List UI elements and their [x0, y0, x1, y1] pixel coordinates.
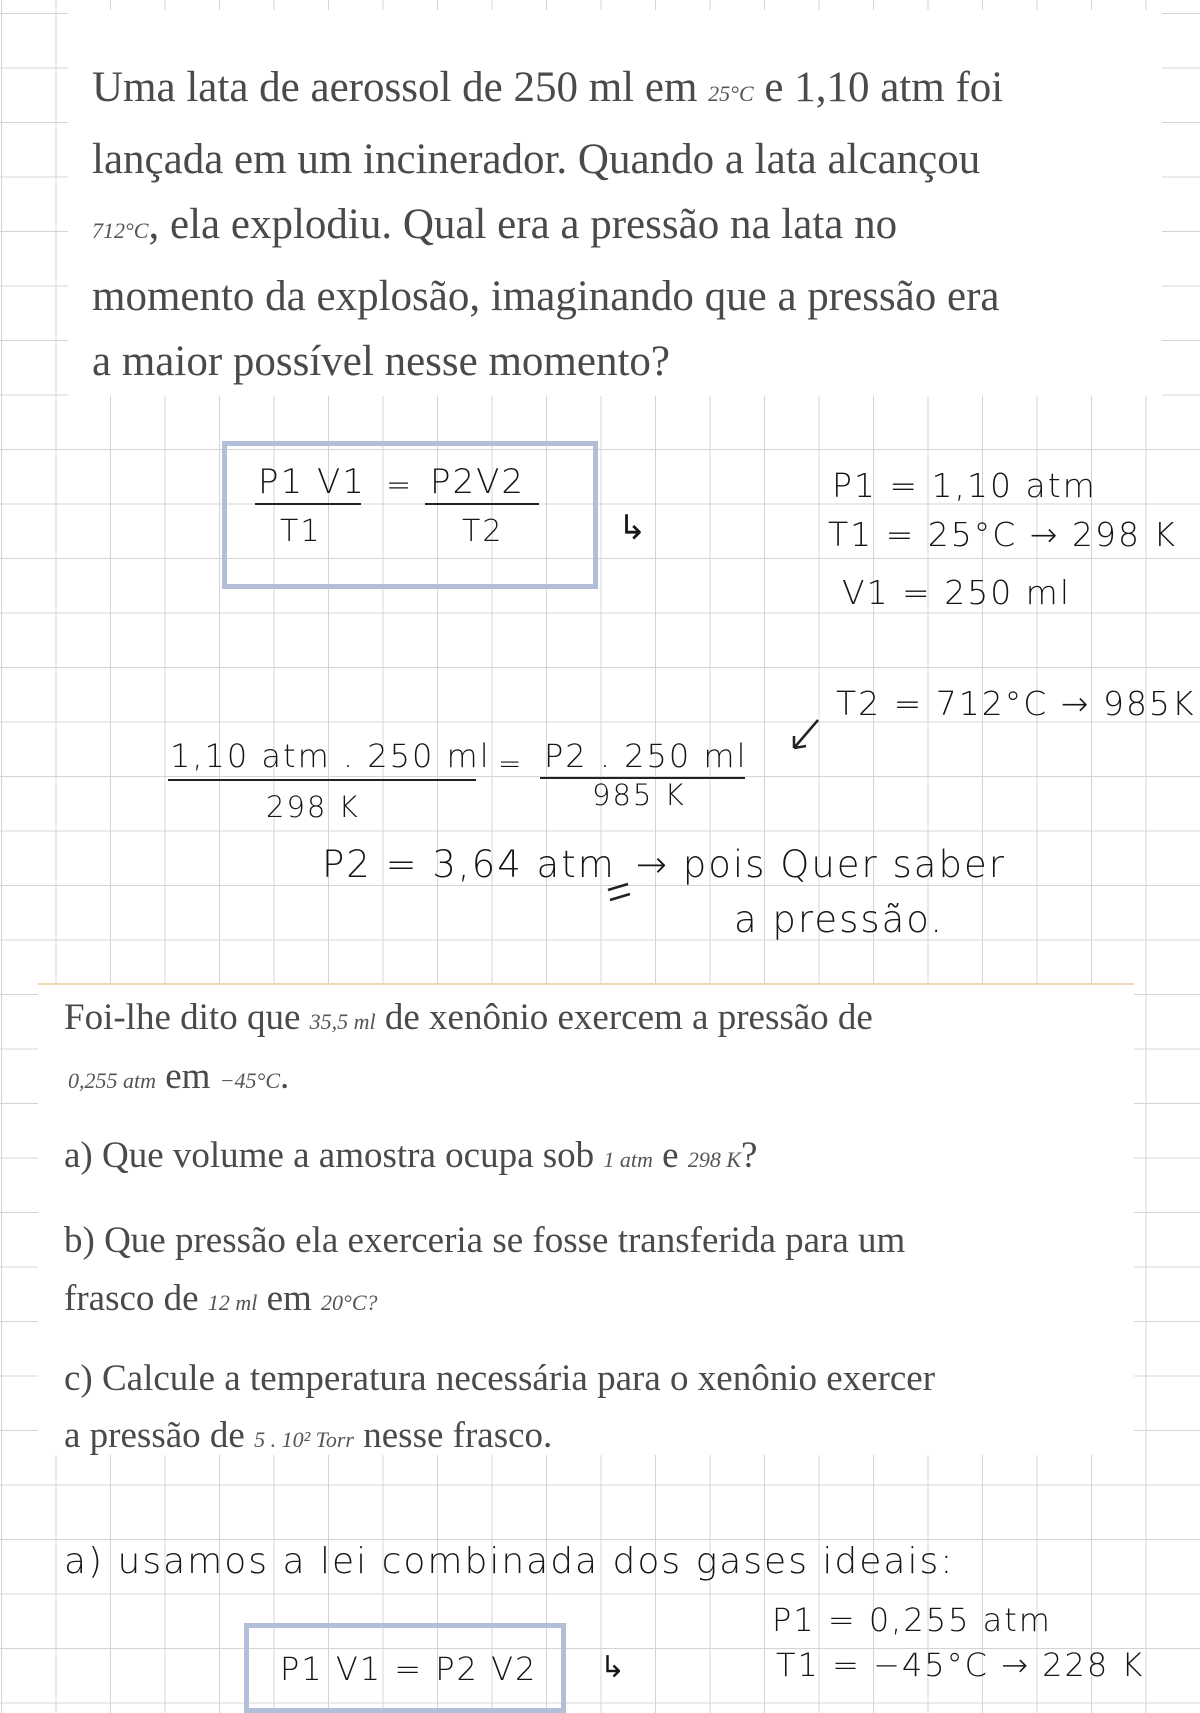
result-p2: P2 = 3,64 atm [322, 843, 616, 886]
arrow-icon: ↳ [618, 508, 649, 548]
q2c-pressure: 5 . 10² Torr [254, 1427, 354, 1452]
q2a-text: a) Que volume a amostra ocupa sob [64, 1135, 604, 1176]
calc-denominator-right: 985 K [592, 778, 686, 812]
q2-intro-a: Foi-lhe dito que [64, 997, 310, 1038]
calc-numerator-right: P2 . 250 ml [544, 737, 748, 775]
q2b-volume: 12 ml [207, 1290, 258, 1315]
q2a-q: ? [741, 1135, 758, 1176]
given-v1: V1 = 250 ml [842, 573, 1071, 612]
arrow-icon: ↳ [600, 1650, 628, 1685]
pointer-arrow-icon [788, 716, 828, 756]
q2c-text2: a pressão de [64, 1415, 255, 1456]
given2-p1: P1 = 0,255 atm [772, 1601, 1052, 1639]
q2b-temp: 20°C? [321, 1290, 378, 1315]
q2-pressure: 0,255 atm [68, 1068, 156, 1093]
formula-t2: T2 [462, 514, 504, 549]
q2a-temp: 298 K [687, 1147, 742, 1172]
q1-line2: lançada em um incinerador. Quando a lata alcançou [92, 135, 981, 183]
question-1-text [92, 55, 1152, 395]
given-t2: T2 = 712°C → 985K [836, 684, 1196, 723]
q1-line4: momento da explosão, imaginando que a pressão era [92, 272, 1000, 320]
q1-line1: Uma lata de aerossol de 250 ml em [92, 64, 709, 111]
q2-temp: −45°C [219, 1068, 281, 1093]
given-t1: T1 = 25°C → 298 K [828, 515, 1178, 554]
q2-volume: 35,5 ml [309, 1009, 376, 1034]
formula-2: P1 V1 = P2 V2 [280, 1650, 538, 1688]
question-2a [64, 1131, 757, 1185]
question-2-intro [64, 993, 1124, 1047]
q2c-text: c) Calcule a temperatura necessária para o xenônio exercer [64, 1358, 936, 1399]
q1-temp2: 712°C [92, 218, 149, 243]
q2b-text2: frasco de [64, 1278, 208, 1319]
result-note: → pois Quer saber [636, 843, 1006, 886]
question-2c [64, 1350, 935, 1468]
question-2-intro-2 [68, 1052, 289, 1106]
formula-t1: T1 [280, 514, 322, 549]
question-2b [64, 1212, 905, 1332]
formula-p1v1: P1 V1 [258, 462, 366, 502]
calc-numerator-left: 1,10 atm . 250 ml [170, 737, 491, 775]
q2-dot: . [280, 1056, 290, 1097]
q2a-pressure: 1 atm [603, 1147, 653, 1172]
fraction-line [425, 503, 539, 505]
q2c-end: nesse frasco. [354, 1415, 553, 1456]
formula-p2v2: P2V2 [430, 462, 526, 502]
q2-intro-b: de xenônio exercem a pressão de [375, 997, 873, 1038]
notes2-intro: a) usamos a lei combinada dos gases ideais: [64, 1541, 955, 1582]
q2b-em: em [257, 1278, 322, 1319]
q1-temp1: 25°C [708, 81, 754, 106]
calc-equals: = [498, 747, 524, 780]
q1-line1-b: e 1,10 atm foi [753, 64, 1004, 111]
q2b-text: b) Que pressão ela exerceria se fosse transferida para um [64, 1220, 906, 1261]
given2-t1: T1 = −45°C → 228 K [776, 1646, 1145, 1684]
double-underline [606, 880, 636, 904]
formula-equals: = [386, 468, 414, 503]
calc-denominator-left: 298 K [266, 790, 360, 824]
fraction-line [255, 503, 361, 505]
q1-line3: , ela explodiu. Qual era a pressão na lata no [148, 201, 898, 248]
result-note-2: a pressão. [734, 898, 945, 941]
q1-line5: a maior possível nesse momento? [92, 338, 670, 385]
given-p1: P1 = 1,10 atm [832, 466, 1097, 505]
q2-em: em [156, 1056, 220, 1097]
q2a-e: e [652, 1135, 688, 1176]
fraction-line [168, 779, 476, 781]
